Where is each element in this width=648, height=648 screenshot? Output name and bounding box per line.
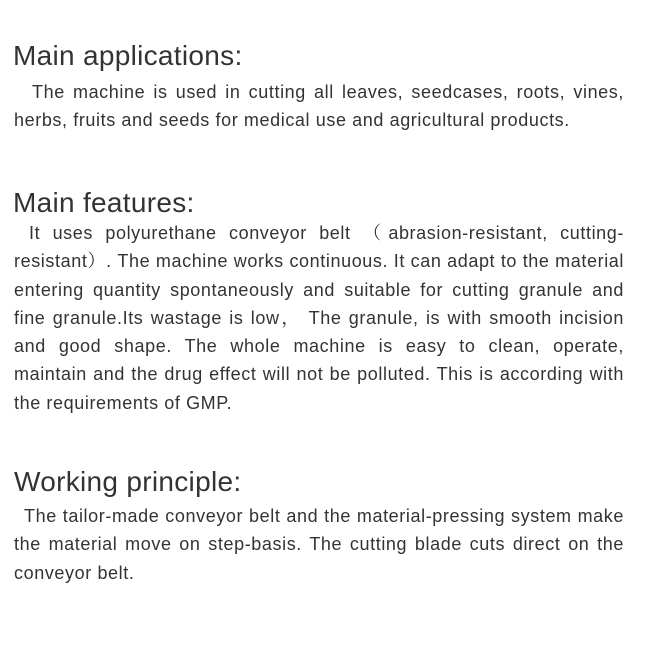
working-principle-heading: Working principle: <box>14 466 242 497</box>
main-applications-text: The machine is used in cutting all leaves, seedcases, roots, vines, herbs, fruits and seeds for medical use and agricultural products. <box>14 82 624 131</box>
main-features-heading: Main features: <box>13 187 195 218</box>
main-applications-heading: Main applications: <box>13 40 243 71</box>
main-features-text: It uses polyurethane conveyor belt （abrasion-resistant, cutting-resistant）. The machine works continuous. It can adapt to the material entering quantity spontaneously and suitable for cutting granule and fine granule.Its wastage is low， The granule, is with smooth incision and good shape. The whole machine is easy to clean, operate, maintain and the drug effect will not be polluted. This is according with the requirements of GMP. <box>14 223 624 413</box>
working-principle-text: The tailor-made conveyor belt and the material-pressing system make the material move on step-basis. The cutting blade cuts direct on the conveyor belt. <box>14 506 624 583</box>
